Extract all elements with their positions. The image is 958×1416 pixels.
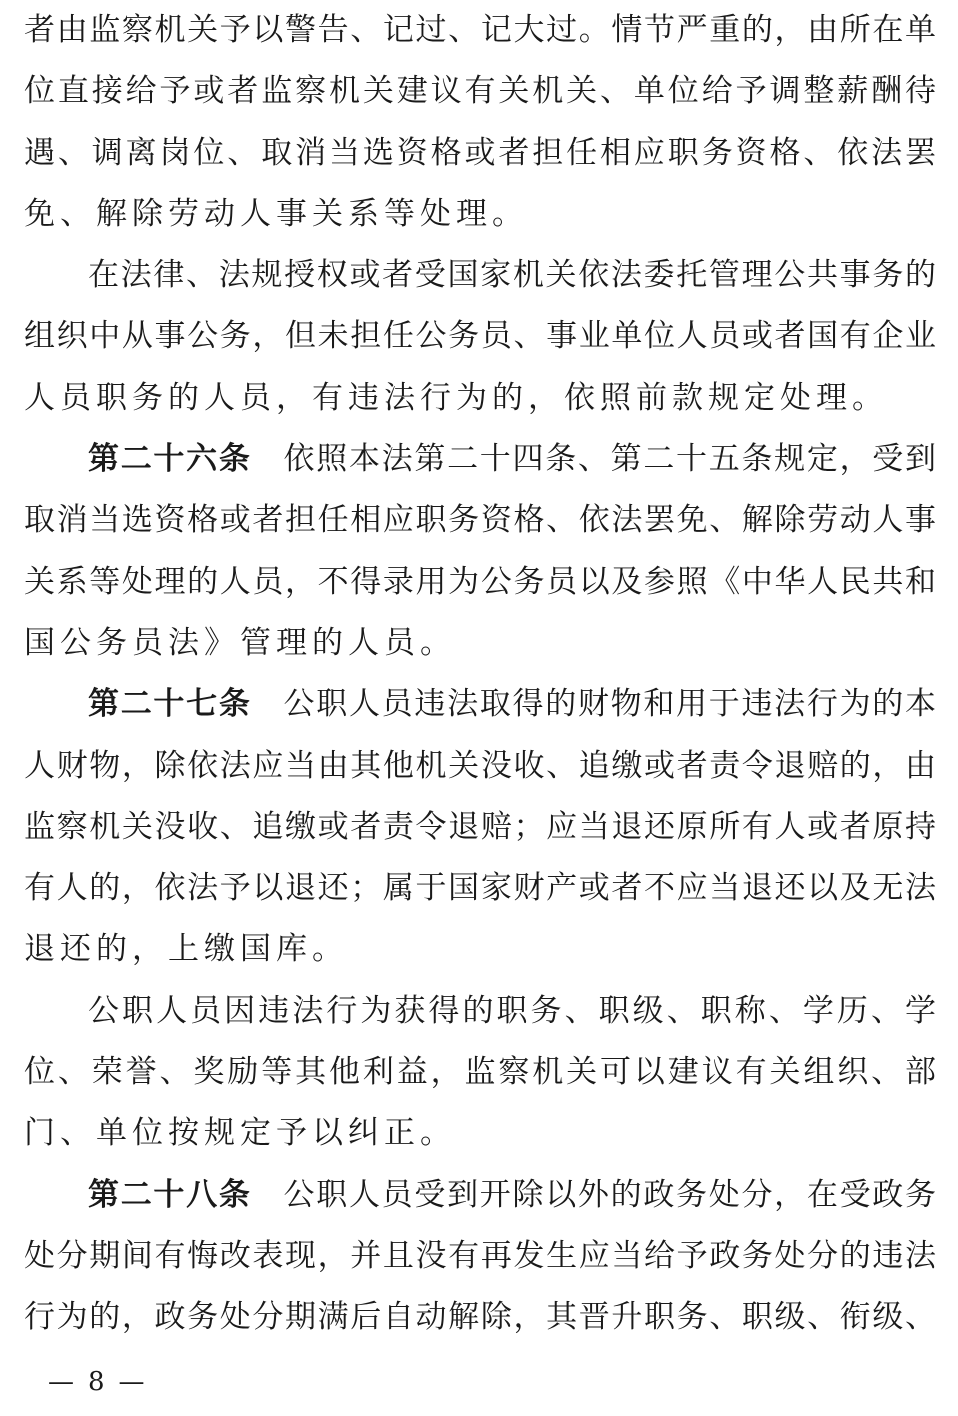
text-line <box>24 858 936 919</box>
text-line <box>24 674 936 735</box>
text-line <box>24 245 936 306</box>
line-text: 公职人员受到开除以外的政务处分，在受政务 <box>283 1176 937 1213</box>
body-paragraph <box>24 981 936 1165</box>
line-text: 门、单位按规定予以纠正。 <box>24 1115 456 1152</box>
line-text: 人财物，除依法应当由其他机关没收、追缴或者责令退赔的，由 <box>24 747 936 784</box>
line-text: 监察机关没收、追缴或者责令退赔；应当退还原所有人或者原持 <box>24 808 936 845</box>
line-text: 组织中从事公务，但未担任公务员、事业单位人员或者国有企业 <box>24 318 936 355</box>
line-text: 取消当选资格或者担任相应职务资格、依法罢免、解除劳动人事 <box>24 502 936 539</box>
article-title: 第二十八条 <box>88 1176 252 1213</box>
line-text: 关系等处理的人员，不得录用为公务员以及参照《中华人民共和 <box>24 563 936 600</box>
article-title: 第二十六条 <box>88 441 252 478</box>
text-line <box>24 123 936 184</box>
text-line <box>24 0 936 61</box>
line-text: 位直接给予或者监察机关建议有关机关、单位给予调整薪酬待 <box>24 73 936 110</box>
article-paragraph <box>24 674 936 980</box>
text-line <box>24 1287 936 1348</box>
line-text: 公职人员因违法行为获得的职务、职级、职称、学历、学 <box>88 992 936 1029</box>
line-text: 行为的，政务处分期满后自动解除，其晋升职务、职级、衔级、 <box>24 1299 936 1336</box>
text-line <box>24 736 936 797</box>
line-text: 遇、调离岗位、取消当选资格或者担任相应职务资格、依法罢 <box>24 134 936 171</box>
text-line <box>24 306 936 367</box>
article-paragraph <box>24 1165 936 1349</box>
body-paragraph <box>24 245 936 429</box>
footer-dash-right: — <box>118 1367 145 1397</box>
text-line <box>24 1103 936 1164</box>
line-text: 公职人员违法取得的财物和用于违法行为的本 <box>283 686 937 723</box>
line-text: 免、解除劳动人事关系等处理。 <box>24 195 528 232</box>
line-text: 有人的，依法予以退还；属于国家财产或者不应当退还以及无法 <box>24 870 936 907</box>
line-text: 人员职务的人员，有违法行为的，依照前款规定处理。 <box>24 379 888 416</box>
body-paragraph <box>24 0 936 245</box>
text-line <box>24 552 936 613</box>
line-text: 在法律、法规授权或者受国家机关依法委托管理公共事务的 <box>88 257 936 294</box>
line-text: 者由监察机关予以警告、记过、记大过。情节严重的，由所在单 <box>24 12 936 48</box>
text-line <box>24 919 936 980</box>
text-line <box>24 981 936 1042</box>
line-text: 退还的，上缴国库。 <box>24 931 348 968</box>
article-paragraph <box>24 429 936 674</box>
text-line <box>24 1042 936 1103</box>
text-line <box>24 429 936 490</box>
text-line <box>24 490 936 551</box>
line-text: 国公务员法》管理的人员。 <box>24 624 456 661</box>
text-line <box>24 797 936 858</box>
text-line <box>24 1226 936 1287</box>
footer-dash-left: — <box>48 1367 74 1397</box>
text-line <box>24 61 936 122</box>
text-line <box>24 1165 936 1226</box>
line-text: 依照本法第二十四条、第二十五条规定，受到 <box>283 441 937 478</box>
text-line <box>24 368 936 429</box>
line-text: 处分期间有悔改表现，并且没有再发生应当给予政务处分的违法 <box>24 1237 936 1274</box>
page-number: 8 <box>88 1367 105 1397</box>
line-text: 位、荣誉、奖励等其他利益，监察机关可以建议有关组织、部 <box>24 1054 936 1091</box>
article-title: 第二十七条 <box>88 686 252 723</box>
text-line <box>24 613 936 674</box>
page-footer <box>48 1358 145 1406</box>
text-line <box>24 184 936 245</box>
document-page <box>24 0 936 1349</box>
